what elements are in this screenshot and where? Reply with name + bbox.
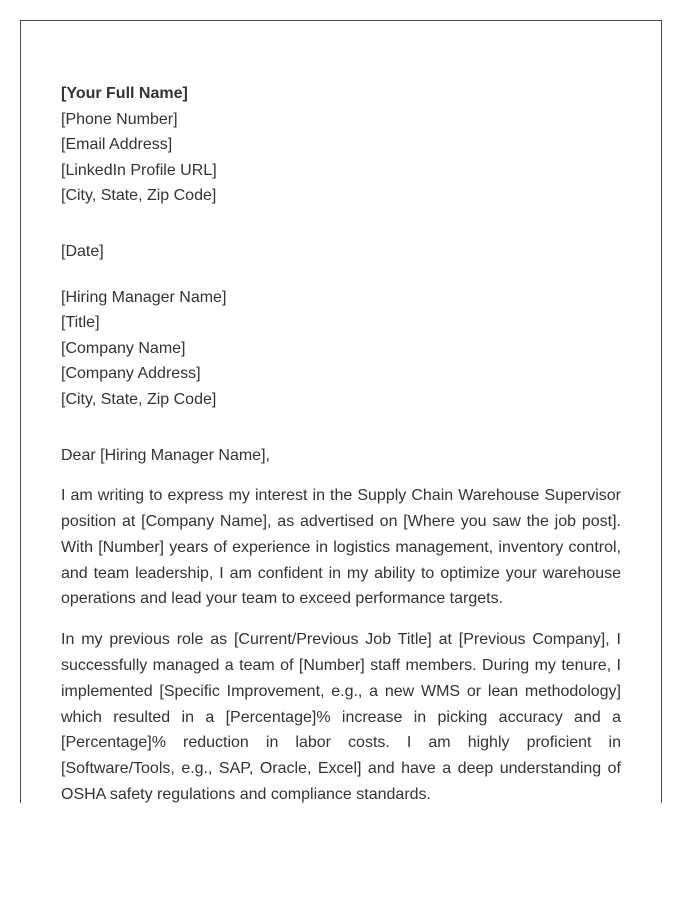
salutation: Dear [Hiring Manager Name],	[61, 446, 270, 464]
recipient-city: [City, State, Zip Code]	[61, 390, 217, 408]
recipient-title: [Title]	[61, 314, 100, 332]
sender-phone: [Phone Number]	[61, 110, 178, 128]
body-paragraph: In my previous role as [Current/Previous Job Title] at [Previous Company], I successfully managed a team of [Number] staff members. During my tenure, I implemented [Specific Improvement, e.g., a new WMS or lean methodology] which resulted in a [Percentage]% increase in picking accuracy and a [Percentage]% reduction in labor costs. I am highly proficient in [Software/Tools, e.g., SAP, Oracle, Excel] and have a deep understanding of OSHA safety regulations and compliance standards.	[61, 631, 621, 803]
letter-content	[61, 81, 621, 803]
sender-linkedin: [LinkedIn Profile URL]	[61, 161, 217, 179]
recipient-name: [Hiring Manager Name]	[61, 288, 227, 306]
letter-date: [Date]	[61, 242, 104, 260]
cover-letter-page	[20, 20, 662, 803]
sender-block	[61, 81, 621, 209]
recipient-block	[61, 285, 621, 413]
sender-city: [City, State, Zip Code]	[61, 187, 217, 205]
recipient-company: [Company Name]	[61, 339, 186, 357]
recipient-address: [Company Address]	[61, 365, 201, 383]
sender-name: [Your Full Name]	[61, 85, 188, 102]
body-paragraph: I am writing to express my interest in the Supply Chain Warehouse Supervisor position at [Company Name], as advertised on [Where you saw the job post]. With [Number] years of experience in logistics management, inventory control, and team leadership, I am confident in my ability to optimize your warehouse operations and lead your team to exceed performance targets.	[61, 487, 621, 608]
sender-email: [Email Address]	[61, 136, 173, 154]
